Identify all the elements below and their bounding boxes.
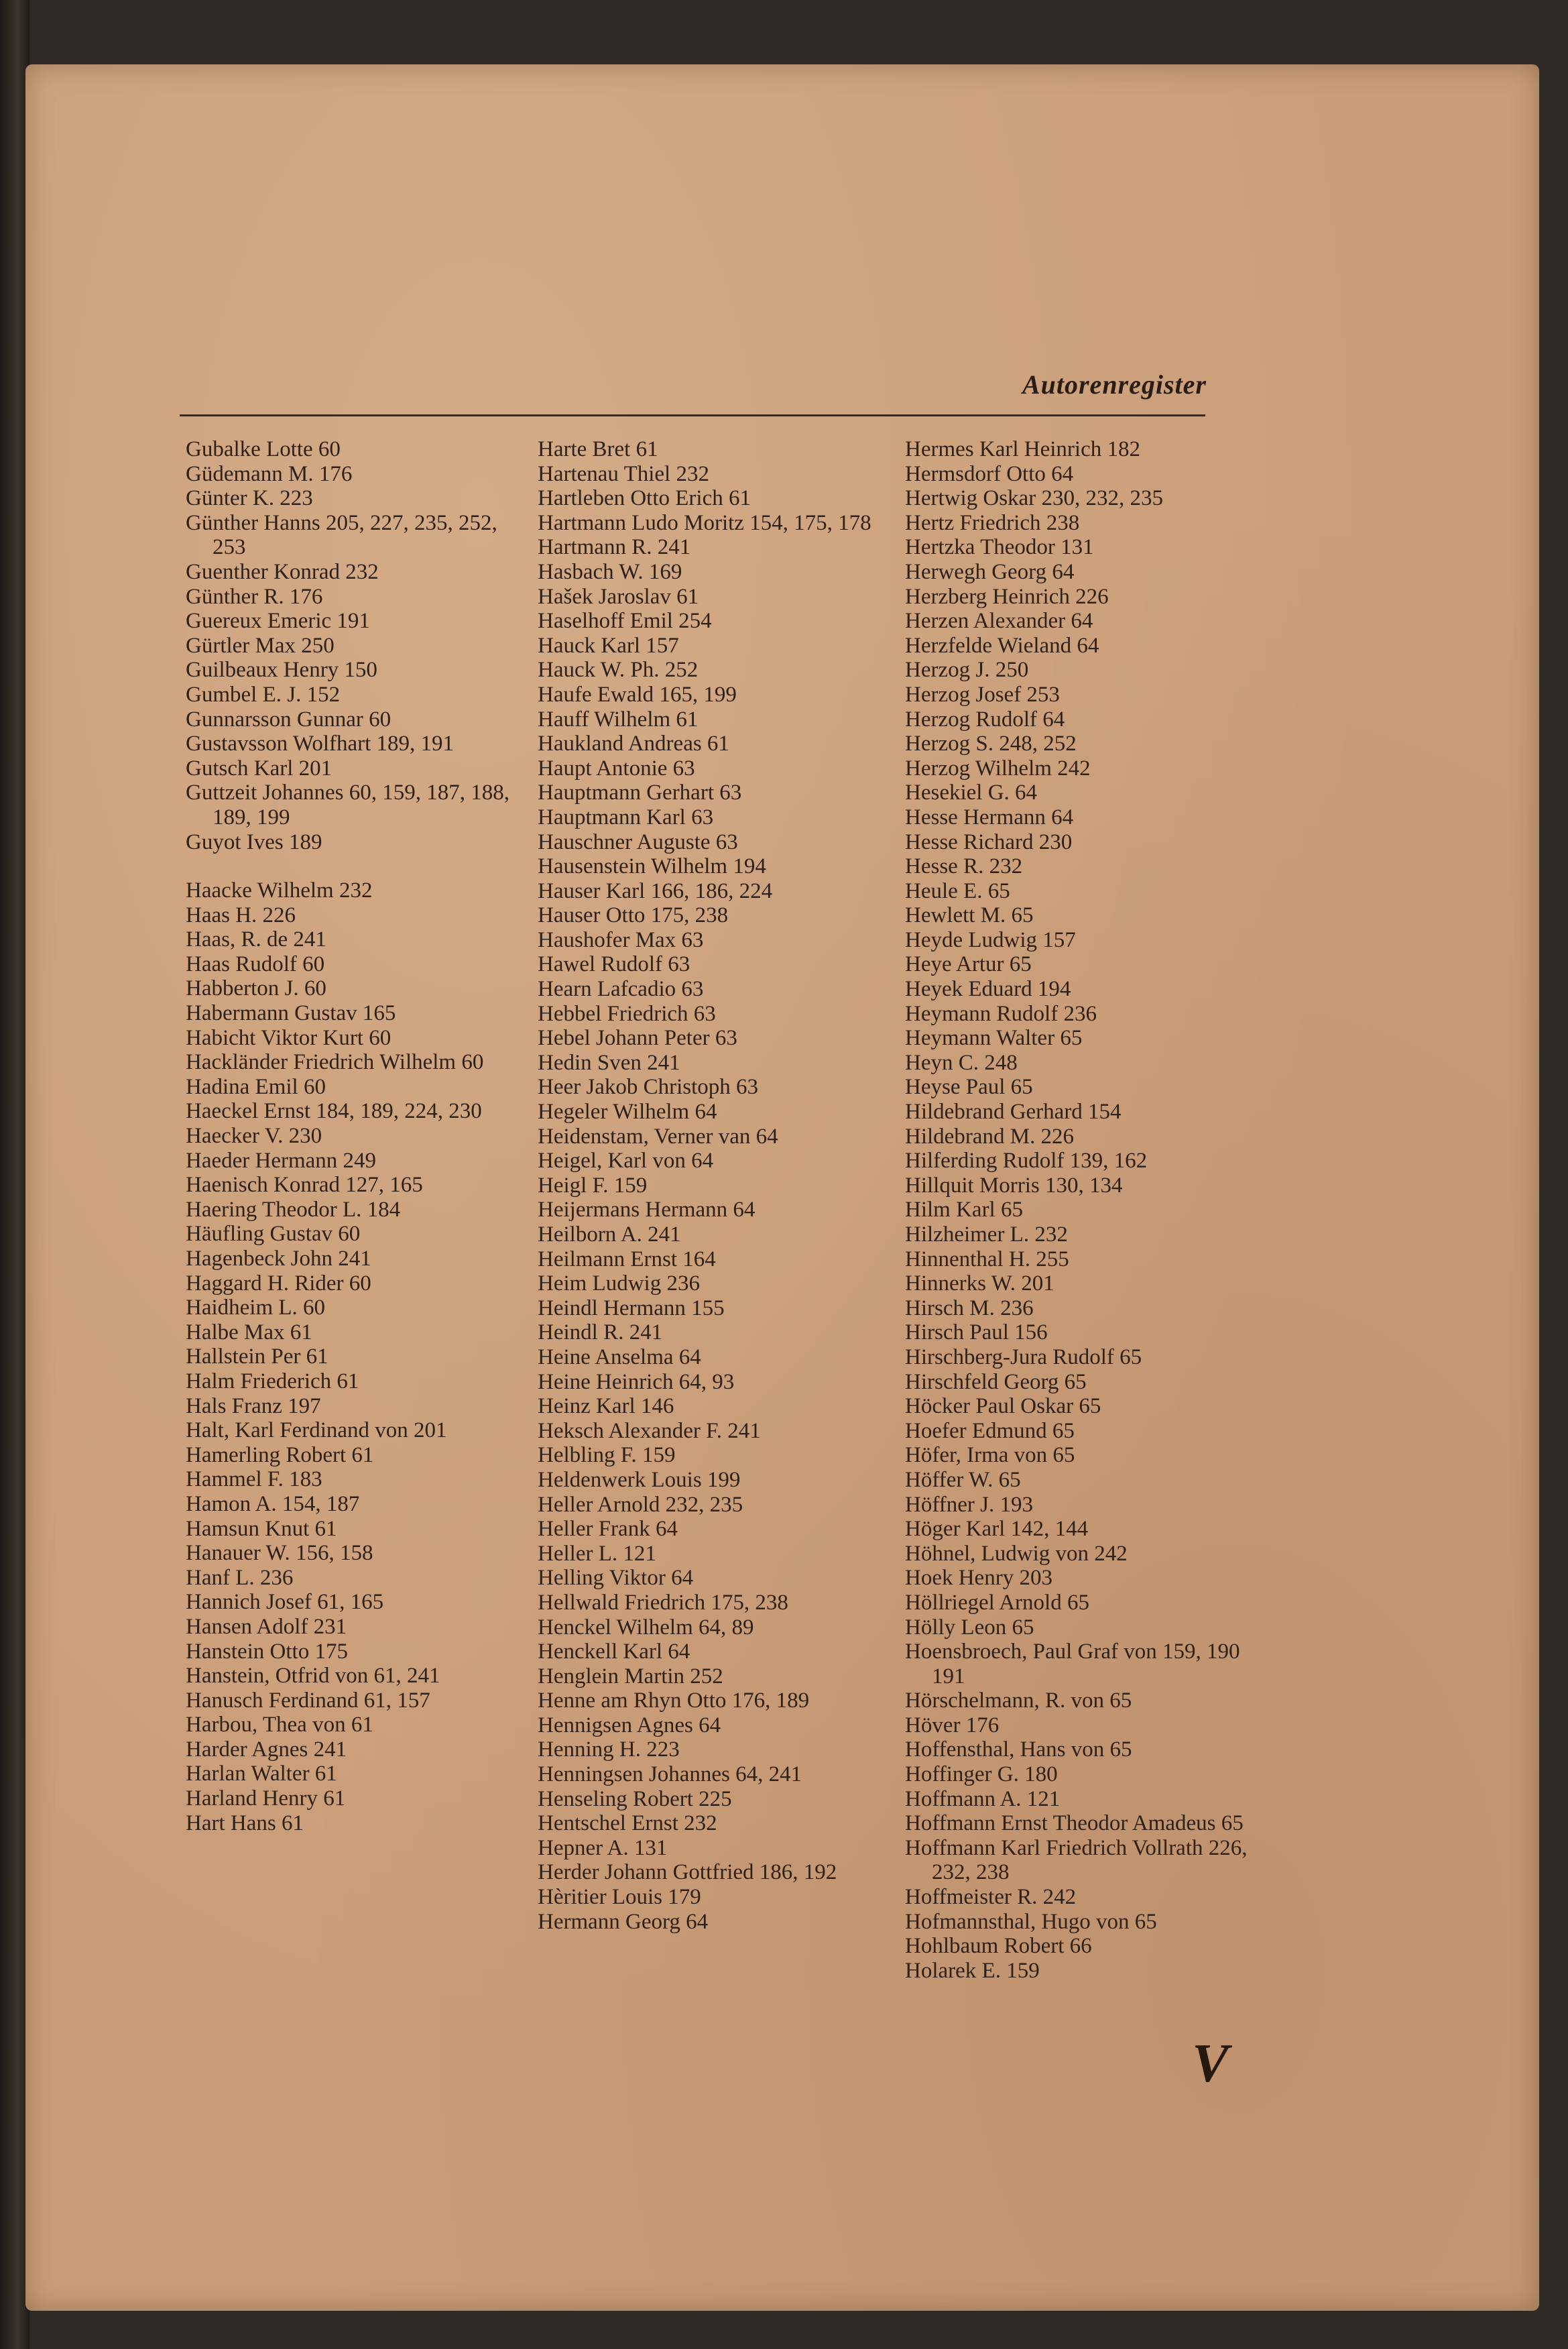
index-entry: Hinnenthal H. 255 bbox=[905, 1247, 1069, 1271]
index-entry: Hebel Johann Peter 63 bbox=[538, 1026, 737, 1051]
index-entry: Guyot Ives 189 bbox=[186, 829, 322, 854]
index-entry: Heldenwerk Louis 199 bbox=[538, 1467, 741, 1492]
index-entry: Hermes Karl Heinrich 182 bbox=[905, 437, 1140, 461]
index-entry: Heyde Ludwig 157 bbox=[905, 927, 1076, 952]
index-entry: Höffer W. 65 bbox=[905, 1467, 1021, 1492]
index-entry: Halm Friederich 61 bbox=[186, 1369, 359, 1393]
index-entry: Herzfelde Wieland 64 bbox=[905, 633, 1099, 658]
index-entry: Hoffmann Ernst Theodor Amadeus 65 bbox=[905, 1811, 1244, 1836]
index-entry: Haas Rudolf 60 bbox=[186, 952, 325, 976]
index-entry: Herzog J. 250 bbox=[905, 658, 1029, 683]
index-entry: Hart Hans 61 bbox=[186, 1811, 304, 1835]
index-entry: Hagenbeck John 241 bbox=[186, 1247, 371, 1271]
index-entry: Hegeler Wilhelm 64 bbox=[538, 1100, 717, 1125]
index-entry: Hedin Sven 241 bbox=[538, 1050, 680, 1075]
index-entry: Heilmann Ernst 164 bbox=[538, 1247, 716, 1271]
index-entry: Haas H. 226 bbox=[186, 903, 296, 927]
index-entry: Henckel Wilhelm 64, 89 bbox=[538, 1615, 754, 1640]
index-entry: Heller L. 121 bbox=[538, 1541, 656, 1566]
index-entry: Heyek Eduard 194 bbox=[905, 977, 1071, 1002]
index-entry: Hildebrand M. 226 bbox=[905, 1124, 1075, 1149]
index-entry: Hanstein Otto 175 bbox=[186, 1639, 348, 1664]
index-entry: Habberton J. 60 bbox=[186, 976, 326, 1001]
index-entry: Gustavsson Wolfhart 189, 191 bbox=[186, 732, 455, 756]
index-entry: Haecker V. 230 bbox=[186, 1124, 322, 1149]
index-entry: Harlan Walter 61 bbox=[186, 1762, 337, 1786]
index-entry: Hoffmann Karl Friedrich Vollrath 226, 232, 238 bbox=[905, 1835, 1253, 1885]
index-entry: Höhnel, Ludwig von 242 bbox=[905, 1541, 1128, 1566]
index-entry: Heim Ludwig 236 bbox=[538, 1271, 700, 1296]
index-entry: Hartleben Otto Erich 61 bbox=[538, 486, 751, 511]
index-entry: Hausenstein Wilhelm 194 bbox=[538, 854, 766, 879]
index-entry: Haufe Ewald 165, 199 bbox=[538, 682, 737, 707]
index-entry: Herwegh Georg 64 bbox=[905, 559, 1075, 584]
index-entry: Hartmann Ludo Moritz 154, 175, 178 bbox=[538, 510, 871, 535]
index-entry: Heidenstam, Verner van 64 bbox=[538, 1124, 778, 1149]
index-entry: Hildebrand Gerhard 154 bbox=[905, 1100, 1122, 1125]
index-entry: Hilferding Rudolf 139, 162 bbox=[905, 1149, 1148, 1173]
index-entry: Heymann Walter 65 bbox=[905, 1026, 1083, 1051]
index-entry: Guenther Konrad 232 bbox=[186, 559, 379, 584]
index-entry: Henseling Robert 225 bbox=[538, 1786, 732, 1811]
index-entry: Hillquit Morris 130, 134 bbox=[905, 1173, 1123, 1198]
index-entry: Hentschel Ernst 232 bbox=[538, 1811, 717, 1836]
index-entry: Hoffinger G. 180 bbox=[905, 1762, 1058, 1787]
index-entry: Hauptmann Gerhart 63 bbox=[538, 781, 742, 805]
index-entry: Hoffensthal, Hans von 65 bbox=[905, 1737, 1132, 1762]
index-entry: Hörschelmann, R. von 65 bbox=[905, 1688, 1132, 1713]
index-entry: Helbling F. 159 bbox=[538, 1443, 676, 1468]
index-entry: Hauptmann Karl 63 bbox=[538, 805, 714, 829]
index-entry: Halbe Max 61 bbox=[186, 1320, 312, 1344]
index-entry: Güdemann M. 176 bbox=[186, 461, 353, 486]
index-entry: Halt, Karl Ferdinand von 201 bbox=[186, 1418, 447, 1443]
index-entry: Hoensbroech, Paul Graf von 159, 190 191 bbox=[905, 1640, 1246, 1688]
index-entry: Henning H. 223 bbox=[538, 1737, 680, 1762]
index-entry: Haselhoff Emil 254 bbox=[538, 609, 712, 634]
index-entry: Hauser Karl 166, 186, 224 bbox=[538, 878, 773, 903]
index-entry: Gumbel E. J. 152 bbox=[186, 682, 341, 707]
index-entry: Hallstein Per 61 bbox=[186, 1344, 328, 1369]
index-column-2 bbox=[538, 437, 886, 1934]
index-entry: Hamerling Robert 61 bbox=[186, 1442, 374, 1467]
index-entry: Haupt Antonie 63 bbox=[538, 756, 695, 781]
index-entry: Haenisch Konrad 127, 165 bbox=[186, 1173, 423, 1198]
index-entry: Guilbeaux Henry 150 bbox=[186, 658, 377, 683]
index-entry: Hesse Richard 230 bbox=[905, 829, 1073, 854]
index-entry: Heine Heinrich 64, 93 bbox=[538, 1369, 735, 1394]
index-entry: Höllriegel Arnold 65 bbox=[905, 1590, 1089, 1615]
index-entry: Herzog S. 248, 252 bbox=[905, 732, 1077, 756]
index-entry: Haushofer Max 63 bbox=[538, 927, 704, 952]
index-entry: Hanauer W. 156, 158 bbox=[186, 1541, 373, 1566]
index-entry: Heyse Paul 65 bbox=[905, 1075, 1033, 1100]
index-entry: Hawel Rudolf 63 bbox=[538, 952, 690, 977]
index-entry: Höver 176 bbox=[905, 1713, 1000, 1737]
index-entry: Höfer, Irma von 65 bbox=[905, 1443, 1075, 1468]
index-entry: Heyn C. 248 bbox=[905, 1050, 1018, 1075]
index-entry: Hartmann R. 241 bbox=[538, 535, 691, 560]
index-entry: Hoffmeister R. 242 bbox=[905, 1885, 1077, 1910]
index-entry: Höcker Paul Oskar 65 bbox=[905, 1394, 1101, 1419]
index-entry: Hasbach W. 169 bbox=[538, 559, 682, 584]
index-entry: Harte Bret 61 bbox=[538, 437, 658, 461]
index-entry: Heer Jakob Christoph 63 bbox=[538, 1075, 759, 1100]
index-entry: Harland Henry 61 bbox=[186, 1786, 346, 1811]
index-entry: Hamsun Knut 61 bbox=[186, 1516, 337, 1541]
index-entry: Hirschberg-Jura Rudolf 65 bbox=[905, 1344, 1142, 1369]
index-entry: Haukland Andreas 61 bbox=[538, 732, 729, 756]
index-entry: Heigel, Karl von 64 bbox=[538, 1149, 714, 1173]
index-entry: Haering Theodor L. 184 bbox=[186, 1197, 401, 1222]
index-entry: Haeder Hermann 249 bbox=[186, 1148, 377, 1173]
index-entry: Herzog Rudolf 64 bbox=[905, 707, 1065, 732]
index-entry: Heller Frank 64 bbox=[538, 1517, 678, 1542]
index-entry: Heine Anselma 64 bbox=[538, 1344, 701, 1369]
index-entry: Henne am Rhyn Otto 176, 189 bbox=[538, 1688, 810, 1713]
index-entry: Hertzka Theodor 131 bbox=[905, 535, 1094, 560]
index-entry: Hearn Lafcadio 63 bbox=[538, 977, 704, 1002]
index-entry: Hauff Wilhelm 61 bbox=[538, 707, 699, 732]
index-entry: Gürtler Max 250 bbox=[186, 633, 335, 658]
index-entry: Hewlett M. 65 bbox=[905, 903, 1034, 928]
index-entry: Hadina Emil 60 bbox=[186, 1074, 326, 1099]
index-entry: Hamon A. 154, 187 bbox=[186, 1491, 360, 1516]
index-entry: Hermsdorf Otto 64 bbox=[905, 461, 1074, 486]
index-entry: Herzog Wilhelm 242 bbox=[905, 756, 1091, 781]
index-entry: Hèritier Louis 179 bbox=[538, 1885, 701, 1910]
index-entry: Heijermans Hermann 64 bbox=[538, 1198, 756, 1222]
index-entry: Hoefer Edmund 65 bbox=[905, 1418, 1075, 1443]
index-entry: Henckell Karl 64 bbox=[538, 1640, 690, 1664]
index-entry: Haacke Wilhelm 232 bbox=[186, 878, 373, 903]
index-entry: Heymann Rudolf 236 bbox=[905, 1001, 1097, 1026]
index-entry: Hoek Henry 203 bbox=[905, 1566, 1052, 1591]
index-entry: Hauschner Auguste 63 bbox=[538, 829, 738, 854]
index-entry: Hellwald Friedrich 175, 238 bbox=[538, 1590, 788, 1615]
index-entry: Hannich Josef 61, 165 bbox=[186, 1590, 384, 1615]
index-entry: Henningsen Johannes 64, 241 bbox=[538, 1762, 802, 1787]
index-entry: Hebbel Friedrich 63 bbox=[538, 1001, 716, 1026]
index-entry: Hackländer Friedrich Wilhelm 60 bbox=[186, 1050, 484, 1075]
index-entry: Heye Artur 65 bbox=[905, 952, 1032, 977]
index-entry: Hofmannsthal, Hugo von 65 bbox=[905, 1909, 1157, 1934]
index-entry: Hepner A. 131 bbox=[538, 1835, 668, 1860]
page-number: V bbox=[1192, 2032, 1229, 2094]
index-entry: Gutsch Karl 201 bbox=[186, 756, 333, 781]
index-entry: Hauser Otto 175, 238 bbox=[538, 903, 729, 928]
index-entry: Höger Karl 142, 144 bbox=[905, 1517, 1089, 1542]
index-entry: Haeckel Ernst 184, 189, 224, 230 bbox=[186, 1099, 482, 1124]
index-entry: Hermann Georg 64 bbox=[538, 1909, 709, 1934]
index-entry: Hauck W. Ph. 252 bbox=[538, 658, 699, 683]
index-entry: Heksch Alexander F. 241 bbox=[538, 1418, 761, 1443]
index-entry: Herder Johann Gottfried 186, 192 bbox=[538, 1860, 837, 1885]
index-entry: Hilm Karl 65 bbox=[905, 1198, 1023, 1222]
index-entry: Henglein Martin 252 bbox=[538, 1664, 723, 1688]
index-entry: Hertz Friedrich 238 bbox=[905, 510, 1080, 535]
index-entry: Heinz Karl 146 bbox=[538, 1394, 674, 1419]
index-entry: Hammel F. 183 bbox=[186, 1467, 322, 1492]
index-entry: Hohlbaum Robert 66 bbox=[905, 1934, 1092, 1959]
index-entry: Hirsch M. 236 bbox=[905, 1296, 1034, 1320]
index-entry: Gunnarsson Gunnar 60 bbox=[186, 707, 391, 732]
index-entry: Hennigsen Agnes 64 bbox=[538, 1713, 721, 1737]
index-entry: Höffner J. 193 bbox=[905, 1492, 1033, 1517]
index-entry: Heilborn A. 241 bbox=[538, 1222, 681, 1247]
index-entry: Hirsch Paul 156 bbox=[905, 1320, 1048, 1345]
index-entry: Hartenau Thiel 232 bbox=[538, 461, 709, 486]
index-entry: Helling Viktor 64 bbox=[538, 1566, 694, 1591]
index-entry: Herzen Alexander 64 bbox=[905, 609, 1093, 634]
index-entry: Haidheim L. 60 bbox=[186, 1296, 326, 1320]
index-entry: Günter K. 223 bbox=[186, 486, 313, 511]
index-entry: Hilzheimer L. 232 bbox=[905, 1222, 1068, 1247]
index-entry: Guereux Emeric 191 bbox=[186, 609, 370, 634]
index-entry: Hansen Adolf 231 bbox=[186, 1614, 347, 1639]
running-header: Autorenregister bbox=[1022, 369, 1207, 400]
index-entry: Hölly Leon 65 bbox=[905, 1615, 1034, 1640]
index-entry: Habicht Viktor Kurt 60 bbox=[186, 1025, 391, 1050]
index-entry: Harder Agnes 241 bbox=[186, 1737, 347, 1762]
index-entry: Hertwig Oskar 230, 232, 235 bbox=[905, 486, 1163, 511]
index-entry: Hesse R. 232 bbox=[905, 854, 1023, 879]
index-entry: Hesse Hermann 64 bbox=[905, 805, 1074, 829]
index-entry: Herzberg Heinrich 226 bbox=[905, 584, 1109, 609]
index-entry: Günther R. 176 bbox=[186, 584, 323, 609]
index-entry: Haggard H. Rider 60 bbox=[186, 1271, 371, 1296]
index-entry: Hinnerks W. 201 bbox=[905, 1271, 1054, 1296]
index-entry: Heller Arnold 232, 235 bbox=[538, 1492, 743, 1517]
index-entry: Guttzeit Johannes 60, 159, 187, 188, 189, 199 bbox=[186, 781, 516, 829]
index-entry: Hauck Karl 157 bbox=[538, 633, 679, 658]
index-entry: Hašek Jaroslav 61 bbox=[538, 584, 699, 609]
index-entry: Hanusch Ferdinand 61, 157 bbox=[186, 1688, 430, 1713]
index-entry: Heindl R. 241 bbox=[538, 1320, 663, 1345]
index-entry: Heindl Hermann 155 bbox=[538, 1296, 725, 1320]
index-entry: Harbou, Thea von 61 bbox=[186, 1713, 373, 1737]
index-entry: Hirschfeld Georg 65 bbox=[905, 1369, 1087, 1394]
index-entry: Günther Hanns 205, 227, 235, 252, 253 bbox=[186, 510, 503, 560]
index-entry: Häufling Gustav 60 bbox=[186, 1222, 361, 1247]
index-entry: Holarek E. 159 bbox=[905, 1958, 1040, 1983]
index-entry: Herzog Josef 253 bbox=[905, 682, 1060, 707]
index-entry: Hanstein, Otfrid von 61, 241 bbox=[186, 1664, 440, 1688]
index-entry: Habermann Gustav 165 bbox=[186, 1001, 396, 1026]
index-entry: Hesekiel G. 64 bbox=[905, 781, 1038, 805]
index-entry: Hanf L. 236 bbox=[186, 1565, 294, 1590]
index-entry: Heule E. 65 bbox=[905, 878, 1010, 903]
header-rule bbox=[180, 414, 1205, 416]
index-entry: Hoffmann A. 121 bbox=[905, 1786, 1061, 1811]
index-entry: Haas, R. de 241 bbox=[186, 927, 326, 952]
index-column-1 bbox=[186, 437, 521, 1835]
index-entry: Heigl F. 159 bbox=[538, 1173, 648, 1198]
index-column-3 bbox=[905, 437, 1254, 1983]
index-entry: Hals Franz 197 bbox=[186, 1393, 321, 1418]
index-entry: Gubalke Lotte 60 bbox=[186, 437, 341, 461]
